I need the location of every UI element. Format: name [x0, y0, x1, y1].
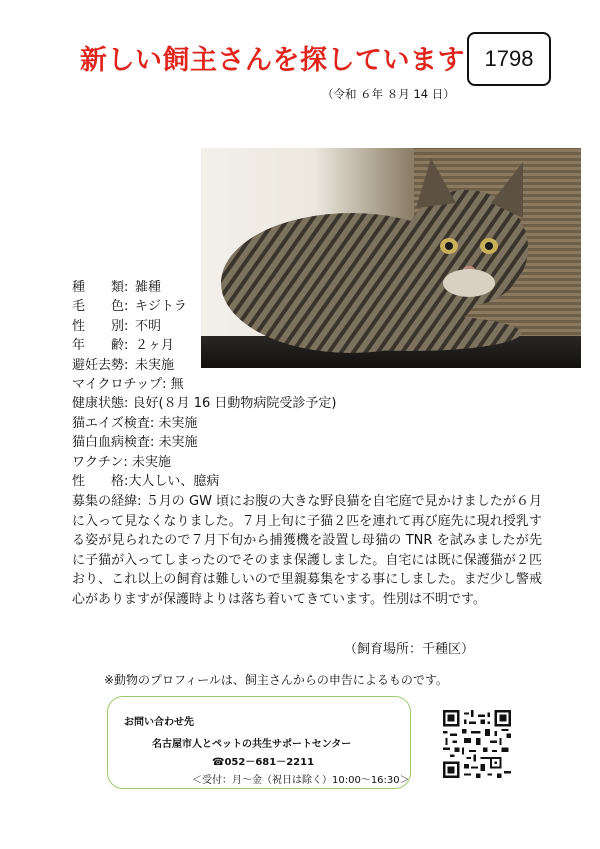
- contact-box: [107, 696, 411, 789]
- profile-vaccine: ワクチン: 未実施: [72, 454, 171, 470]
- contact-phone[interactable]: ☎052－681－2211: [212, 757, 315, 768]
- profile-sex: 性 別: 不明: [72, 318, 162, 334]
- profile-age: 年 齢: ２ヶ月: [72, 338, 175, 354]
- profile-note: ※動物のプロフィールは、飼主さんからの申告によるものです。: [104, 673, 448, 687]
- profile-health: 健康状態: 良好(８月 16 日動物病院受診予定): [72, 396, 337, 412]
- story-paragraph: [72, 492, 542, 610]
- profile-block: [72, 278, 222, 375]
- contact-hours: ＜受付：月～金（祝日は除く）10:00～16:30＞: [192, 775, 410, 786]
- page-title: 新しい飼主さんを探しています: [80, 45, 465, 76]
- posting-date: （令和 ６年 ８月 14 日）: [322, 87, 455, 101]
- profile-personality: 性 格:大人しい、臆病: [72, 474, 220, 490]
- profile-extra-block: [72, 375, 542, 491]
- profile-spay: 避妊去勢: 未実施: [72, 357, 175, 373]
- kitten-illustration: [201, 148, 581, 368]
- profile-felv: 猫白血病検査: 未実施: [72, 435, 198, 451]
- profile-fiv: 猫エイズ検査: 未実施: [72, 415, 198, 431]
- profile-microchip: マイクロチップ: 無: [72, 377, 184, 392]
- id-number-box: 1798: [467, 32, 551, 86]
- contact-organization: 名古屋市人とペットの共生サポートセンター: [152, 739, 352, 750]
- story-text: ５月の GW 頃にお腹の大きな野良猫を自宅庭で見かけましたが６月に入って見なくなりました。７月上旬に子猫２匹を連れて再び庭先に現れ授乳する姿が見られたので７月下旬から捕獲機を設置し母猫の TNR を試みましたが先に子猫が入ってしまったのでそのまま保護しました。自宅には既に保護猫が２匹おり、これ以上の飼育は難しいので里親募集をする事にしました。まだ少し警戒心がありますが保護時よりは落ち着いてきています。性別は不明です。: [72, 494, 542, 607]
- profile-coat: 毛 色: キジトラ: [72, 299, 187, 315]
- story-label: 募集の経緯:: [72, 494, 142, 509]
- care-location: （飼育場所：千種区）: [344, 642, 475, 657]
- qr-code-icon[interactable]: [443, 710, 511, 778]
- profile-kind: 種 類: 雑種: [72, 280, 162, 295]
- kitten-photo: [201, 148, 581, 368]
- contact-heading: お問い合わせ先: [124, 717, 194, 728]
